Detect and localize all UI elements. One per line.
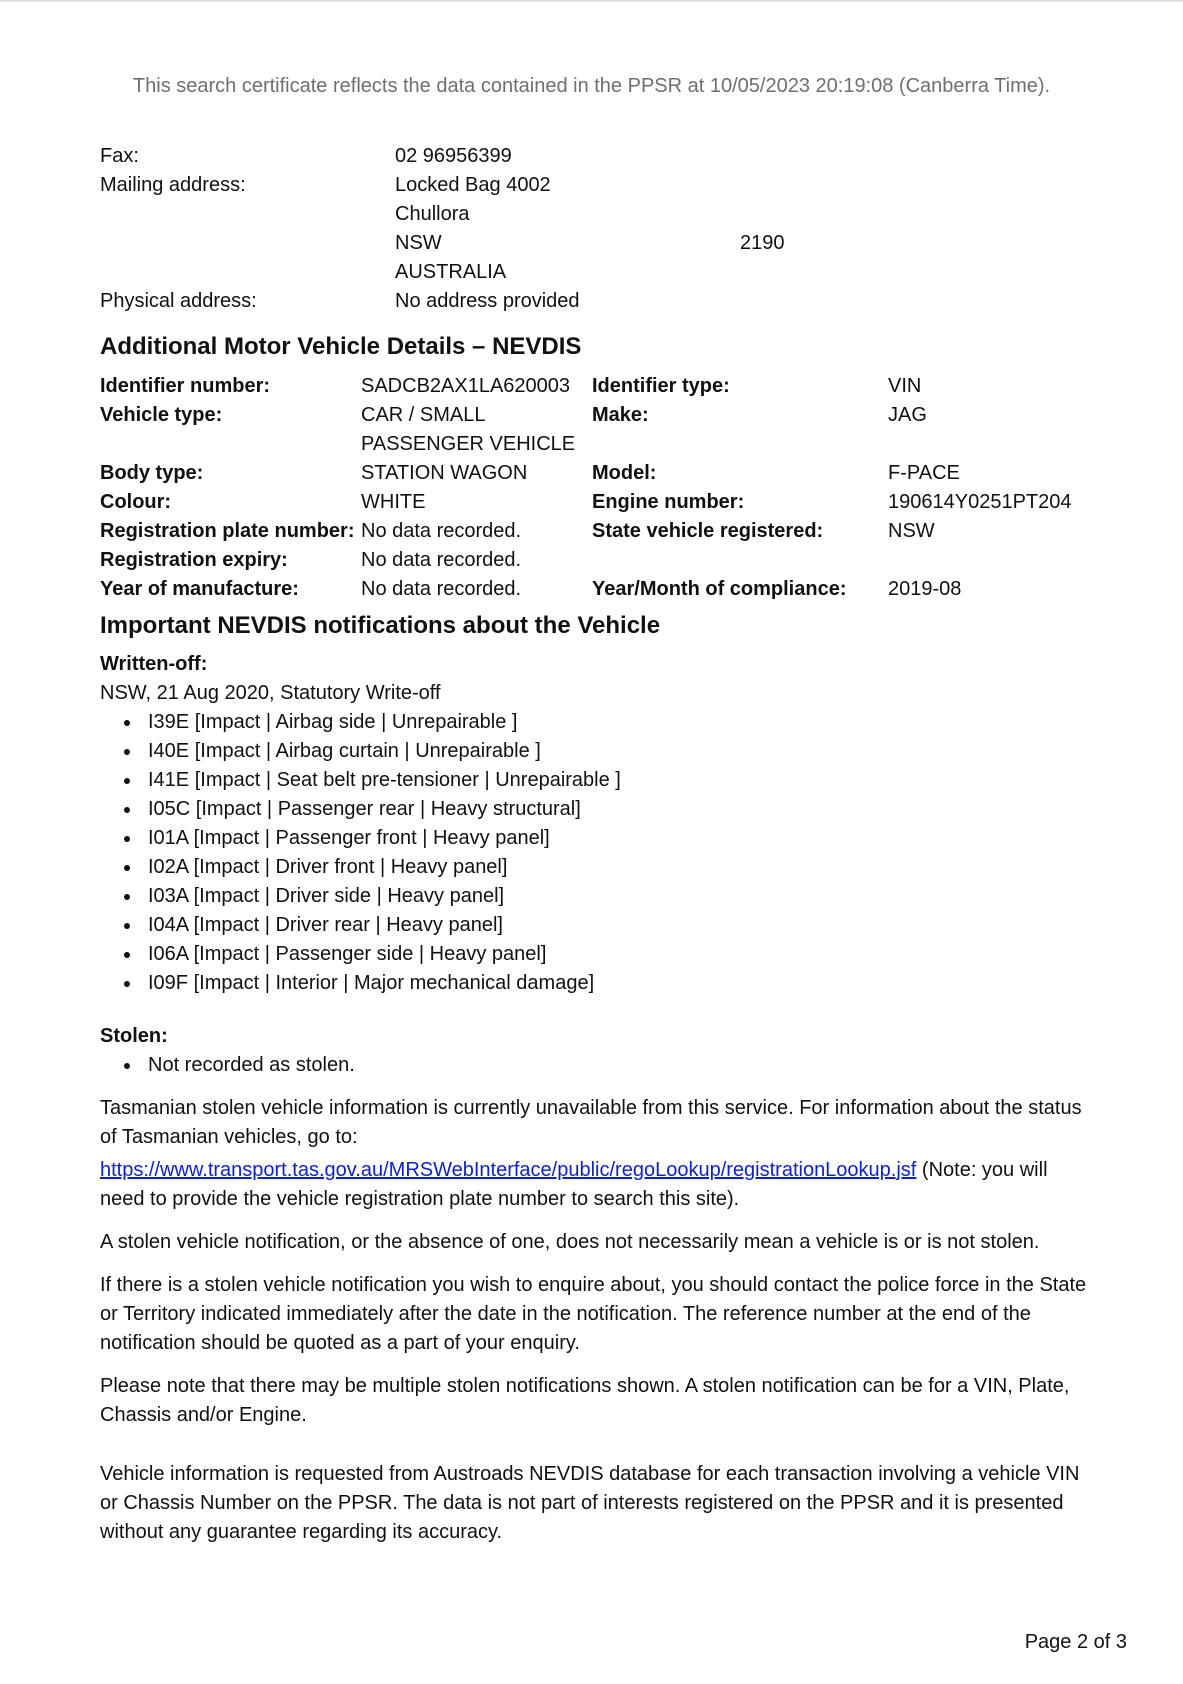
vehicle-row-type [100,401,1090,430]
body-type-label: Body type: [100,462,204,484]
mailing-address-country: AUSTRALIA [395,261,507,283]
engine-number-label: Engine number: [592,491,745,513]
model-label: Model: [592,462,657,484]
vehicle-row-rego-expiry [100,546,1090,575]
body-type-value: STATION WAGON [361,462,528,484]
identifier-type-value: VIN [888,375,922,397]
tasmania-paragraph: Tasmanian stolen vehicle information is currently unavailable from this service. For information about the status of Tasmanian vehicles, go to: [100,1097,1082,1148]
list-item: I09F [Impact | Interior | Major mechanical damage] [148,969,1090,998]
multiple-notifications-paragraph: Please note that there may be multiple stolen notifications shown. A stolen notification can be for a VIN, Plate, Chassis and/or Engine. [100,1375,1070,1426]
vehicle-row-colour [100,488,1090,517]
stolen-label: Stolen: [100,1025,168,1047]
compliance-label: Year/Month of compliance: [592,578,847,600]
vehicle-row-type-cont [100,430,1090,459]
model-value: F-PACE [888,462,960,484]
fax-row [100,142,1090,171]
notifications-heading: Important NEVDIS notifications about the Vehicle [100,612,661,639]
mailing-address-state: NSW [395,232,442,254]
mailing-address-row-3 [100,229,1090,258]
compliance-value: 2019-08 [888,578,962,600]
nevdis-disclaimer-paragraph: Vehicle information is requested from Austroads NEVDIS database for each transaction involving a vehicle VIN or Chassis Number on the PPSR. The data is not part of interests registered on the PPSR and it is presented without any guarantee regarding its accuracy. [100,1463,1080,1543]
identifier-number-value: SADCB2AX1LA620003 [361,375,571,397]
page-number: Page 2 of 3 [1024,1631,1127,1653]
make-value: JAG [888,404,927,426]
list-item: I41E [Impact | Seat belt pre-tensioner | Unrepairable ] [148,766,1090,795]
vehicle-details-heading: Additional Motor Vehicle Details – NEVDIS [100,333,582,360]
top-divider [0,0,1183,2]
mailing-address-line1: Locked Bag 4002 [395,174,551,196]
physical-address-row [100,287,1090,316]
list-item: Not recorded as stolen. [148,1051,1090,1080]
list-item: I06A [Impact | Passenger side | Heavy panel] [148,940,1090,969]
rego-plate-value: No data recorded. [361,520,522,542]
identifier-number-label: Identifier number: [100,375,271,397]
vehicle-row-body [100,459,1090,488]
vehicle-details-grid [100,372,1090,604]
document-body [100,142,1090,1547]
year-manufacture-value: No data recorded. [361,578,522,600]
tasmania-rego-lookup-link[interactable]: https://www.transport.tas.gov.au/MRSWebInterface/public/regoLookup/registrationLookup.jsf [100,1159,917,1181]
written-off-label: Written-off: [100,653,208,675]
stolen-list [100,1051,1090,1080]
mailing-address-row [100,171,1090,200]
mailing-address-label: Mailing address: [100,174,246,196]
vehicle-row-rego-plate [100,517,1090,546]
list-item: I05C [Impact | Passenger rear | Heavy structural] [148,795,1090,824]
stolen-absence-paragraph: A stolen vehicle notification, or the absence of one, does not necessarily mean a vehicle is or is not stolen. [100,1231,1040,1253]
mailing-address-row-2 [100,200,1090,229]
engine-number-value: 190614Y0251PT204 [888,491,1072,513]
list-item: I04A [Impact | Driver rear | Heavy panel] [148,911,1090,940]
vehicle-type-value-line1: CAR / SMALL [361,404,486,426]
list-item: I39E [Impact | Airbag side | Unrepairable ] [148,708,1090,737]
written-off-summary: NSW, 21 Aug 2020, Statutory Write-off [100,682,441,704]
identifier-type-label: Identifier type: [592,375,730,397]
rego-plate-label: Registration plate number: [100,520,355,542]
rego-expiry-value: No data recorded. [361,549,522,571]
list-item: I03A [Impact | Driver side | Heavy panel] [148,882,1090,911]
physical-address-value: No address provided [395,290,580,312]
vehicle-row-year [100,575,1090,604]
tasmania-link-paragraph [100,1156,1090,1214]
rego-expiry-label: Registration expiry: [100,549,288,571]
colour-label: Colour: [100,491,172,513]
make-label: Make: [592,404,649,426]
certificate-timestamp-note: This search certificate reflects the data contained in the PPSR at 10/05/2023 20:19:08 (Canberra Time). [132,75,1051,97]
tasmania-link-note: (Note: you will need to provide the vehicle registration plate number to search this site). [100,1159,1048,1210]
fax-label: Fax: [100,145,139,167]
fax-value: 02 96956399 [395,145,512,167]
vehicle-type-value-line2: PASSENGER VEHICLE [361,433,576,455]
vehicle-row-identifier [100,372,1090,401]
mailing-address-row-4 [100,258,1090,287]
list-item: I01A [Impact | Passenger front | Heavy panel] [148,824,1090,853]
mailing-address-postcode: 2190 [740,232,785,254]
list-item: I02A [Impact | Driver front | Heavy panel] [148,853,1090,882]
colour-value: WHITE [361,491,426,513]
year-manufacture-label: Year of manufacture: [100,578,299,600]
mailing-address-line2: Chullora [395,203,470,225]
state-registered-label: State vehicle registered: [592,520,824,542]
list-item: I40E [Impact | Airbag curtain | Unrepairable ] [148,737,1090,766]
vehicle-type-label: Vehicle type: [100,404,223,426]
enquiry-paragraph: If there is a stolen vehicle notification you wish to enquire about, you should contact the police force in the State or Territory indicated immediately after the date in the notification. The reference number at the end of the notification should be quoted as a part of your enquiry. [100,1274,1087,1354]
contact-block [100,142,1090,316]
physical-address-label: Physical address: [100,290,257,312]
state-registered-value: NSW [888,520,935,542]
written-off-list [100,708,1090,998]
